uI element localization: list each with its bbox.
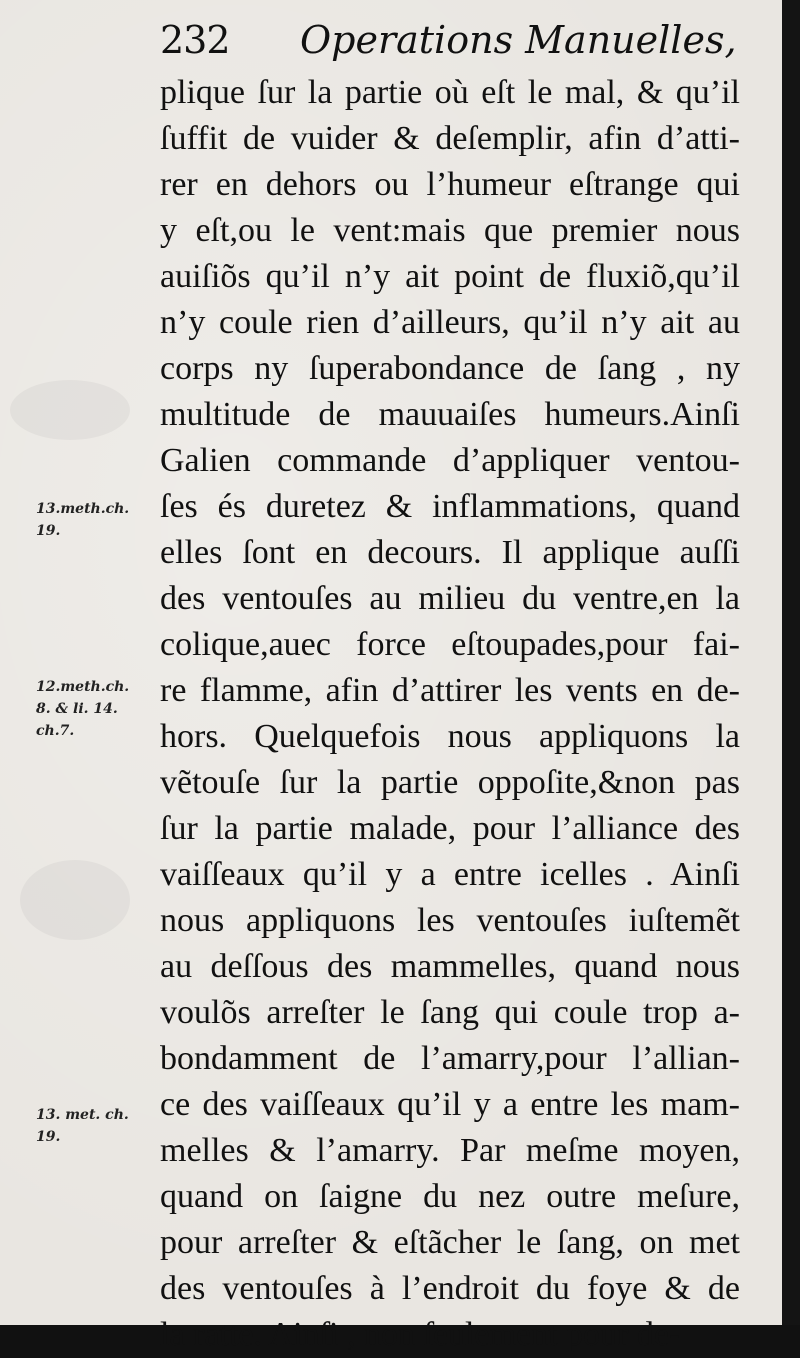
margin-note-line: 8. & li. 14. — [36, 701, 118, 717]
text-line: plique ſur la partie où eſt le mal, & qu’il — [160, 74, 740, 111]
running-title: Operations Manuelles, — [300, 18, 737, 62]
text-line: vaiſſeaux qu’il y a entre icelles . Ainſi — [160, 856, 740, 893]
text-line: au deſſous des mammelles, quand nous — [160, 948, 740, 985]
text-line: ſur la partie malade, pour l’alliance des — [160, 810, 740, 847]
text-line: bondamment de l’amarry,pour l’allian- — [160, 1040, 740, 1077]
text-line: elles ſont en decours. Il applique auſſi — [160, 534, 740, 571]
text-line: colique,auec force eſtoupades,pour fai- — [160, 626, 740, 663]
margin-note-line: 13.meth.ch. — [36, 501, 130, 517]
text-line: rer en dehors ou l’humeur eſtrange qui — [160, 166, 740, 203]
margin-note-line: 19. — [36, 523, 61, 539]
text-line: multitude de mauuaiſes humeurs.Ainſi — [160, 396, 740, 433]
margin-note — [36, 676, 129, 742]
text-line: ſes és duretez & inflammations, quand — [160, 488, 740, 525]
text-line: des ventouſes à l’endroit du foye & de — [160, 1270, 740, 1307]
text-line: la ratte. Ainſi , non ſeulement pour de- — [160, 1316, 681, 1353]
text-line: nous appliquons les ventouſes iuſtemẽt — [160, 902, 740, 939]
margin-note-line: ch.7. — [36, 723, 75, 739]
text-line: des ventouſes au milieu du ventre,en la — [160, 580, 740, 617]
margin-note — [36, 1104, 129, 1148]
margin-note-line: 19. — [36, 1129, 61, 1145]
bleed-through-smudge — [20, 860, 130, 940]
text-line: vẽtouſe ſur la partie oppoſite,&non pas — [160, 764, 740, 801]
page-number: 232 — [160, 18, 230, 62]
margin-note-line: 12.meth.ch. — [36, 679, 130, 695]
text-line: re flamme, afin d’attirer les vents en de- — [160, 672, 740, 709]
text-line: quand on ſaigne du nez outre meſure, — [160, 1178, 740, 1215]
book-edge — [782, 0, 800, 1325]
text-line: corps ny ſuperabondance de ſang , ny — [160, 350, 740, 387]
text-line: hors. Quelquefois nous appliquons la — [160, 718, 740, 755]
text-line: ſuffit de vuider & deſemplir, afin d’atti- — [160, 120, 740, 157]
text-line: ce des vaiſſeaux qu’il y a entre les mam- — [160, 1086, 740, 1123]
text-line: pour arreſter & eſtãcher le ſang, on met — [160, 1224, 740, 1261]
text-line: voulõs arreſter le ſang qui coule trop a- — [160, 994, 740, 1031]
bleed-through-smudge — [10, 380, 130, 440]
margin-note-line: 13. met. ch. — [36, 1107, 129, 1123]
text-line: y eſt,ou le vent:mais que premier nous — [160, 212, 740, 249]
margin-note — [36, 498, 129, 542]
body-text — [160, 70, 740, 1358]
text-line: melles & l’amarry. Par meſme moyen, — [160, 1132, 740, 1169]
text-line: n’y coule rien d’ailleurs, qu’il n’y ait au — [160, 304, 740, 341]
text-line: auiſiõs qu’il n’y ait point de fluxiõ,qu’il — [160, 258, 740, 295]
text-line: Galien commande d’appliquer ventou- — [160, 442, 740, 479]
